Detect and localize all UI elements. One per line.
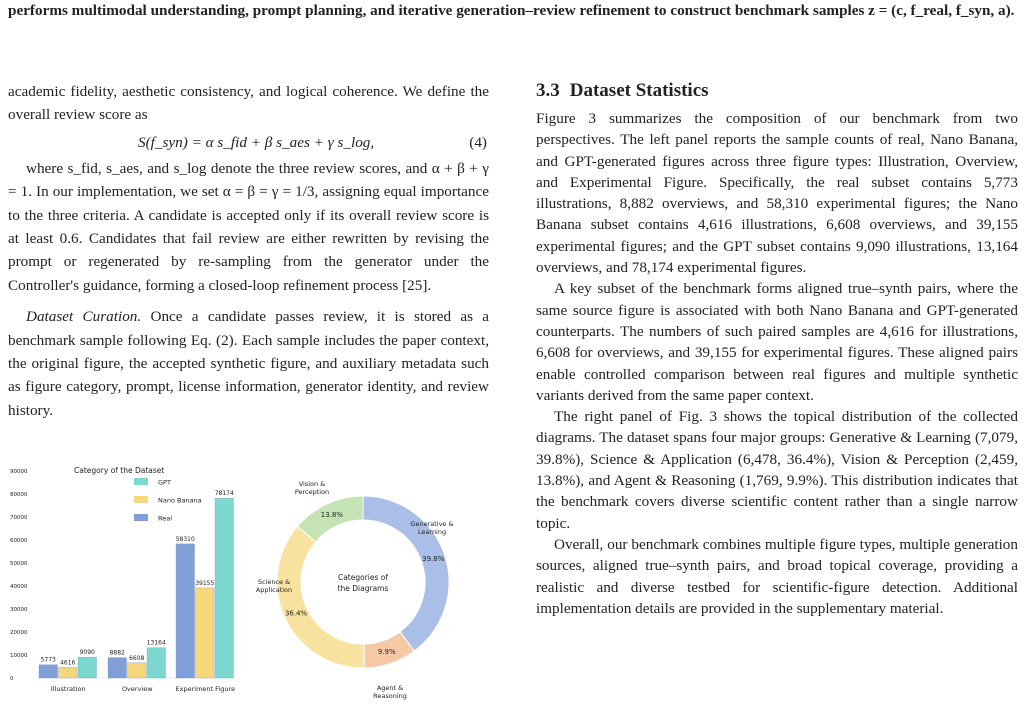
y-tick-label-5: 50000: [10, 561, 28, 567]
donut-pct-label-generative-learning: 39.8%: [422, 554, 445, 563]
right-paragraph-4: Overall, our benchmark combines multiple figure types, multiple generation sources, aligned true–synth pairs, and broad topical coverage, providing a realistic and diverse testbed for scientific-figure detection. Additional implementation details are provided in the supplementary material.: [536, 535, 1018, 617]
bar-value-label-gpt-1: 13164: [146, 639, 166, 647]
x-tick-label-1: Overview: [121, 685, 153, 693]
y-tick-label-6: 60000: [10, 538, 28, 544]
bar-value-label-gpt-2: 78174: [214, 490, 234, 498]
bar-gpt-0: [78, 657, 97, 678]
bar-gpt-2: [215, 498, 234, 678]
equation-text: S(f_syn) = α s_fid + β s_aes + γ s_log,: [138, 133, 375, 151]
right-column: [536, 80, 1018, 619]
donut-pct-label-agent-reasoning: 9.9%: [377, 648, 396, 657]
bar-nano-banana-0: [59, 667, 78, 678]
bar-nano-banana-1: [128, 663, 147, 678]
donut-center-text-1: the Diagrams: [337, 584, 389, 593]
figure-3-svg: [4, 458, 490, 704]
donut-label-vision-perception-line-1: Perception: [294, 488, 330, 496]
donut-slice-vision-perception: [297, 496, 363, 542]
legend-label-nano-banana: Nano Banana: [158, 496, 202, 505]
donut-label-generative-learning-line-0: Generative &: [410, 520, 454, 528]
bar-value-label-nano-banana-1: 6608: [129, 654, 145, 662]
donut-label-science-application-line-1: Application: [255, 586, 293, 594]
y-tick-label-4: 40000: [10, 584, 28, 590]
section-title: Dataset Statistics: [569, 80, 709, 101]
donut-label-agent-reasoning-line-0: Agent &: [376, 684, 404, 692]
y-tick-label-9: 90000: [10, 469, 28, 475]
legend-swatch-nano-banana: [134, 496, 148, 503]
donut-label-science-application-line-0: Science &: [257, 578, 291, 586]
equation-4: [8, 129, 489, 155]
donut-pct-label-science-application: 36.4%: [284, 609, 308, 618]
x-tick-label-0: Illustration: [50, 685, 86, 693]
bar-chart-title: Category of the Dataset: [74, 466, 165, 475]
y-tick-label-8: 80000: [10, 492, 28, 498]
donut-slice-science-application: [277, 526, 364, 668]
legend-swatch-gpt: [134, 478, 148, 485]
bar-nano-banana-2: [196, 588, 215, 678]
legend-label-real: Real: [158, 514, 173, 523]
figure-caption: performs multimodal understanding, prompt planning, and iterative generation–review refinement to construct benchmark samples z = (c, f_real, f_syn, a).: [8, 2, 1015, 19]
bar-value-label-real-0: 5773: [40, 656, 56, 664]
y-tick-label-0: 0: [10, 676, 14, 682]
bar-real-2: [176, 544, 195, 678]
donut-label-vision-perception-line-0: Vision &: [298, 480, 326, 488]
y-tick-label-7: 70000: [10, 515, 28, 521]
equation-number: (4): [469, 133, 487, 151]
y-tick-label-2: 20000: [10, 630, 28, 636]
legend-label-gpt: GPT: [158, 478, 171, 487]
dataset-curation-runin: Dataset Curation.: [26, 308, 142, 326]
section-heading: [536, 80, 1018, 102]
left-paragraph-3-text: Once a candidate passes review, it is stored as a benchmark sample following Eq. (2). Each sample includes the paper context, the original figure, the accepted synthetic figure, and auxiliary metadata such as figure category, prompt, license information, generator identity, and review history.: [8, 308, 490, 419]
x-tick-label-2: Experiment Figure: [175, 685, 235, 693]
bar-value-label-nano-banana-0: 4616: [60, 659, 76, 667]
bar-value-label-real-1: 8882: [109, 649, 125, 657]
figure-3: [4, 458, 490, 704]
left-paragraph-2: where s_fid, s_aes, and s_log denote the three review scores, and α + β + γ = 1. In our implementation, we set α = β = γ = 1/3, assigning equal importance to the three criteria. A candidate is accepted only if its overall review score is at least 0.6. Candidates that fail review are either rewritten by revising the prompt or regenerated by re-sampling from the generator under the Controller's guidance, forming a closed-loop refinement process [25].: [8, 159, 489, 294]
donut-label-generative-learning-line-1: Learning: [417, 528, 447, 536]
legend-swatch-real: [134, 514, 148, 521]
donut-label-agent-reasoning-line-1: Reasoning: [373, 692, 407, 700]
y-tick-label-3: 30000: [10, 607, 28, 613]
right-paragraph-2: A key subset of the benchmark forms aligned true–synth pairs, where the same source figure is associated with both Nano Banana and GPT-generated counterparts. The numbers of such paired samples are 4,616 for illustrations, 6,608 for overviews, and 39,155 for experimental figures. These aligned pairs enable controlled comparison between real figures and multiple synthetic variants derived from the same paper context.: [536, 280, 1018, 404]
right-paragraph-1: Figure 3 summarizes the composition of our benchmark from two perspectives. The left panel reports the sample counts of real, Nano Banana, and GPT-generated figures across three figure types: Illustration, Overview, and Experimental Figure. Specifically, the real subset contains 5,773 illustrations, 8,882 overviews, and 58,310 experimental figures; the Nano Banana subset contains 4,616 illustrations, 6,608 overviews, and 39,155 experimental figures; and the GPT subset contains 9,090 illustrations, 13,164 overviews, and 78,174 experimental figures.: [536, 110, 1018, 277]
left-paragraph-1: academic fidelity, aesthetic consistency, and logical coherence. We define the overall review score as: [8, 83, 489, 124]
section-number: 3.3: [536, 80, 560, 101]
bar-value-label-real-2: 58310: [175, 535, 195, 543]
right-paragraph-3: The right panel of Fig. 3 shows the topical distribution of the collected diagrams. The dataset spans four major groups: Generative & Learning (7,079, 39.8%), Science & Application (6,478, 36.4%), Vision & Perception (2,459, 13.8%), and Agent & Reasoning (1,769, 9.9%). This distribution indicates that the benchmark covers diverse scientific content rather than a single narrow topic.: [536, 408, 1018, 532]
donut-center-text-0: Categories of: [337, 573, 389, 582]
bar-gpt-1: [147, 648, 166, 678]
donut-pct-label-vision-perception: 13.8%: [320, 510, 344, 519]
bar-real-0: [39, 665, 58, 678]
y-tick-label-1: 10000: [10, 653, 28, 659]
left-paragraph-3: [8, 305, 489, 422]
bar-value-label-nano-banana-2: 39155: [195, 579, 215, 587]
left-column: [8, 80, 489, 422]
bar-real-1: [108, 658, 127, 678]
bar-value-label-gpt-0: 9090: [79, 649, 95, 657]
